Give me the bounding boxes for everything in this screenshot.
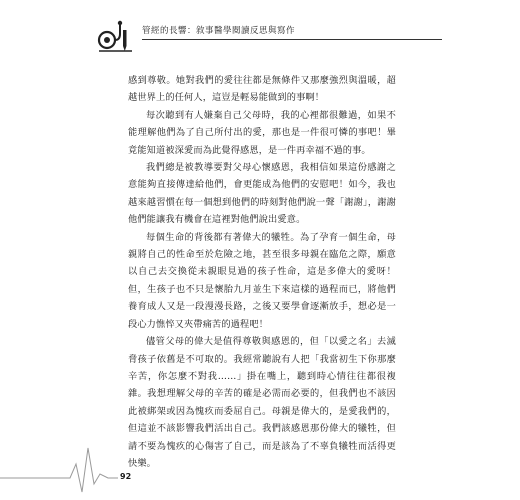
paragraph: 每個生命的背後都有著偉大的犧牲。為了孕育一個生命，母親將自己的性命至於危險之地，甚至很多母親在臨危之際，願意以自己去交換從未親眼見過的孩子性命，這是多偉大的愛呀！但，生孩子也不只是懷胎九月並生下來這樣的過程而已，將他們養育成人又是一段漫漫長路，之後又要學會逐漸放手，想必是一段心力憔悴又夾帶痛苦的過程吧！ (128, 231, 396, 330)
heartbeat-line-decoration (0, 434, 180, 498)
header-rule (142, 39, 442, 40)
running-header-title: 管經的長響：敘事醫學閱讀反思與寫作 (142, 26, 296, 36)
page-header (96, 18, 436, 58)
paragraph: 我們總是被教導要對父母心懷感恩，我相信如果這份感謝之意能夠直接傳達給他們，會更能成為他們的安慰吧！如今，我也越來越習慣在每一個想到他們的時刻對他們說一聲「謝謝」，謝謝他們能讓我有機會在這裡對他們說出愛意。 (128, 162, 396, 226)
body-text (128, 72, 396, 472)
paragraph: 感到尊敬。她對我們的愛往往都是無條件又那麼強烈與溫暖，超越世界上的任何人，這豈是輕易能做到的事啊！ (128, 75, 396, 104)
stethoscope-pen-icon (96, 18, 134, 54)
paragraph: 每次聽到有人嫌棄自己父母時，我的心裡都很難過，如果不能理解他們為了自己所付出的愛，那也是一件很可憐的事吧！畢竟能知道被深愛而為此覺得感恩，是一件再幸福不過的事。 (128, 109, 396, 156)
paragraph: 儘管父母的偉大是值得尊敬與感恩的，但「以愛之名」去滅脅孩子依舊是不可取的。我經常聽說有人把「我當初生下你那麼辛苦，你怎麼不對我……」掛在嘴上，聽到時心情往往都很複雜。我想理解父母的辛苦的確是必需而必要的，但我們也不該因此被綁架或因為愧疚而委屈自己。母親是偉大的，是愛我們的，但這並不該影響我們活出自己。我們該感恩那份偉大的犧牲，但請不要為愧疚的心傷害了自己，而是該為了不辜負犧牲而活得更快樂。 (128, 336, 396, 469)
page-number: 92 (120, 472, 132, 481)
